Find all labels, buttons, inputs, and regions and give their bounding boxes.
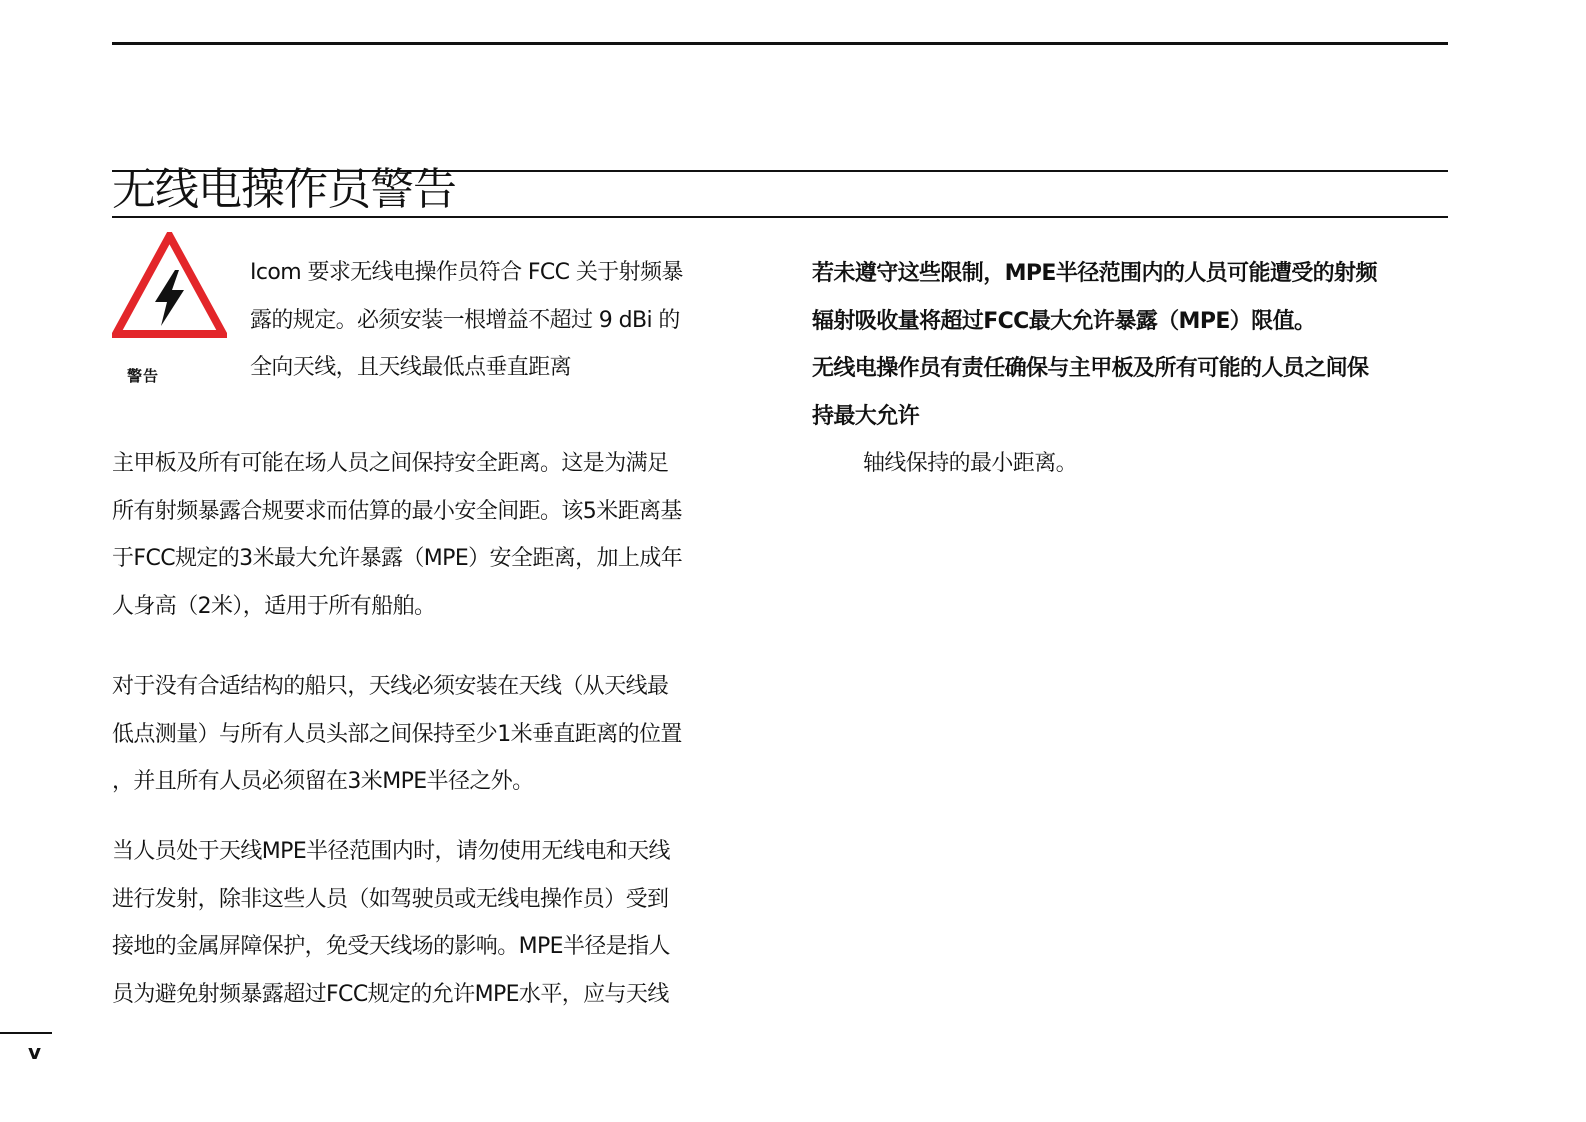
page-number: v <box>28 1040 42 1064</box>
vessel-mounting-paragraph <box>112 663 682 806</box>
text-line: 持最大允许 <box>812 403 920 429</box>
text-line: 辐射吸收量将超过FCC最大允许暴露（MPE）限值。 <box>812 308 1316 334</box>
text-line: 低点测量）与所有人员头部之间保持至少1米垂直距离的位置 <box>112 721 682 747</box>
text-line: 主甲板及所有可能在场人员之间保持安全距离。这是为满足 <box>112 451 669 476</box>
text-line: Icom 要求无线电操作员符合 FCC 关于射频暴 <box>250 260 683 285</box>
text-line: 所有射频暴露合规要求而估算的最小安全间距。该5米距离基 <box>112 498 682 524</box>
intro-paragraph <box>250 249 683 392</box>
text-line: 当人员处于天线MPE半径范围内时，请勿使用无线电和天线 <box>112 839 670 864</box>
safety-distance-paragraph <box>112 440 682 630</box>
high-voltage-warning-icon <box>112 232 227 339</box>
title-rule-bottom <box>112 216 1448 218</box>
page-title: 无线电操作员警告 <box>112 164 456 215</box>
text-line: 全向天线，且天线最低点垂直距离 <box>250 355 572 380</box>
text-line: 接地的金属屏障保护，免受天线场的影响。MPE半径是指人 <box>112 934 670 959</box>
text-line: 对于没有合适结构的船只，天线必须安装在天线（从天线最 <box>112 674 669 699</box>
text-line: 于FCC规定的3米最大允许暴露（MPE）安全距离，加上成年 <box>112 546 683 571</box>
top-rule <box>112 42 1448 45</box>
text-line: 员为避免射频暴露超过FCC规定的允许MPE水平，应与天线 <box>112 981 669 1007</box>
text-line: 轴线保持的最小距离。 <box>863 451 1078 476</box>
exposure-limit-warning <box>812 250 1377 345</box>
text-line: ，并且所有人员必须留在3米MPE半径之外。 <box>112 769 534 794</box>
text-line: 无线电操作员有责任确保与主甲板及所有可能的人员之间保 <box>812 356 1369 381</box>
text-line: 人身高（2米），适用于所有船舶。 <box>112 593 436 619</box>
operator-responsibility-warning <box>812 345 1368 440</box>
continuation-text <box>863 440 1077 488</box>
footer-rule <box>0 1032 52 1034</box>
mpe-radius-paragraph <box>112 828 670 1018</box>
text-line: 若未遵守这些限制，MPE半径范围内的人员可能遭受的射频 <box>812 261 1377 286</box>
text-line: 进行发射，除非这些人员（如驾驶员或无线电操作员）受到 <box>112 886 669 912</box>
warning-label: 警告 <box>127 367 160 385</box>
text-line: 露的规定。必须安装一根增益不超过 9 dBi 的 <box>250 307 680 333</box>
